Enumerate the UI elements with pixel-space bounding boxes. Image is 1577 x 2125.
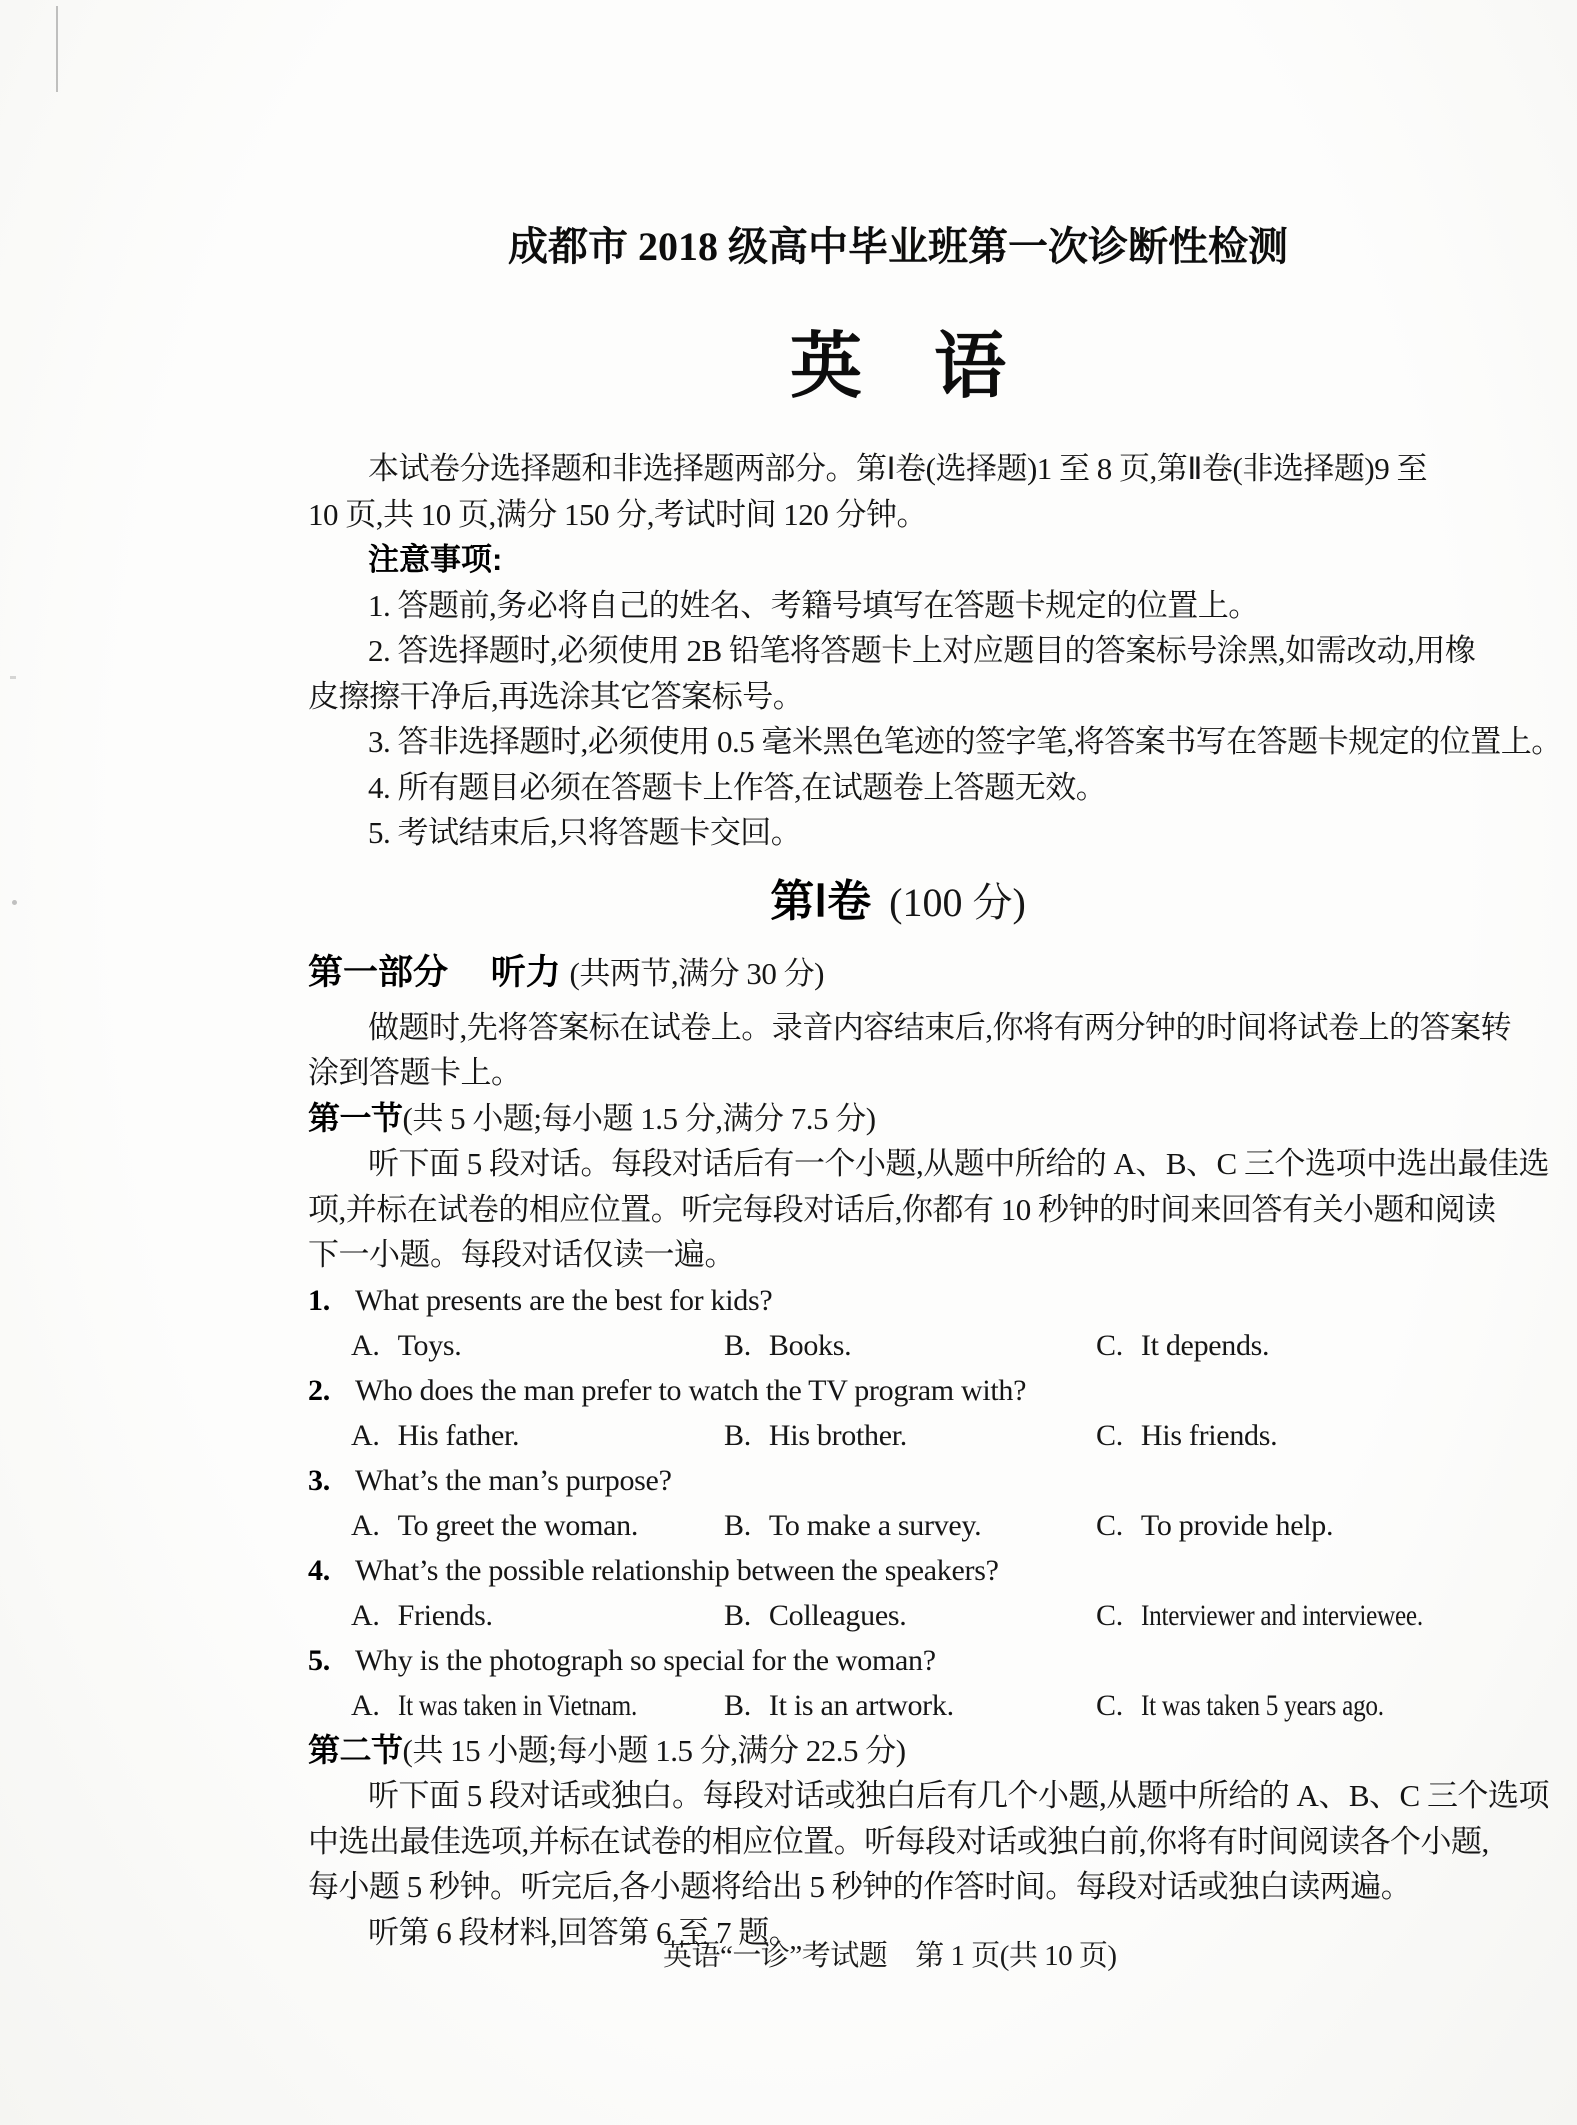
section2-intro-paragraph: 听下面 5 段对话或独白。每段对话或独白后有几个小题,从题中所给的 A、B、C 三个选项 中选出最佳选项,并标在试卷的相应位置。听每段对话或独白前,你将有时间阅读各个小题, 每小题 5 秒钟。听完后,各小题将给出 5 秒钟的作答时间。每段对话或独白读两遍。 <box>308 1778 1549 1904</box>
material-instruction-line: 听第 6 段材料,回答第 6 至 7 题。 <box>368 1914 800 1950</box>
question-text: Who does the man prefer to watch the TV program with? <box>355 1373 1027 1407</box>
footer-doc-name: 英语“一诊”考试题 <box>663 1940 888 1972</box>
option-text: Friends. <box>397 1598 493 1632</box>
volume-score: (100 分) <box>889 879 1026 925</box>
option-a <box>351 1413 724 1458</box>
page-content <box>308 222 1562 1955</box>
option-a <box>351 1323 724 1368</box>
section1-label: 第一节 <box>308 1099 403 1136</box>
option-b <box>724 1503 1096 1548</box>
option-letter: C. <box>1096 1688 1123 1722</box>
option-text: His brother. <box>768 1418 907 1452</box>
option-c <box>1096 1323 1488 1368</box>
question-block <box>308 1368 1488 1458</box>
scan-artifact-speck <box>10 676 16 679</box>
option-letter: C. <box>1096 1508 1123 1542</box>
option-text: To greet the woman. <box>397 1508 639 1542</box>
question-text: What’s the possible relationship between the speakers? <box>355 1553 999 1587</box>
question-number: 5. <box>308 1643 330 1677</box>
option-letter: C. <box>1096 1598 1123 1632</box>
option-text: Interviewer and interviewee. <box>1140 1598 1423 1632</box>
option-text: Toys. <box>397 1328 462 1362</box>
question-number: 4. <box>308 1553 330 1587</box>
section1-intro-paragraph: 听下面 5 段对话。每段对话后有一个小题,从题中所给的 A、B、C 三个选项中选出最佳选 项,并标在试卷的相应位置。听完每段对话后,你都有 10 秒钟的时间来回答有关小题和阅读 下一小题。每段对话仅读一遍。 <box>308 1146 1549 1272</box>
option-text: Colleagues. <box>768 1598 907 1632</box>
question-line <box>308 1278 1488 1323</box>
option-letter: A. <box>351 1688 380 1722</box>
option-c <box>1096 1413 1488 1458</box>
exam-intro-paragraph: 本试卷分选择题和非选择题两部分。第Ⅰ卷(选择题)1 至 8 页,第Ⅱ卷(非选择题)9 至 10 页,共 10 页,满分 150 分,考试时间 120 分钟。 <box>308 451 1427 532</box>
notice-item: 2. 答选择题时,必须使用 2B 铅笔将答题卡上对应题目的答案标号涂黑,如需改动,用橡 皮擦擦干净后,再选涂其它答案标号。 <box>308 633 1476 714</box>
option-text: It was taken in Vietnam. <box>397 1688 637 1722</box>
question-number: 1. <box>308 1283 330 1317</box>
option-text: His father. <box>397 1418 520 1452</box>
section1-heading <box>308 1096 1488 1142</box>
part1-heading <box>308 952 1488 995</box>
notice-item: 3. 答非选择题时,必须使用 0.5 毫米黑色笔迹的签字笔,将答案书写在答题卡规定的位置上。 <box>368 724 1562 759</box>
options-row <box>351 1593 1488 1638</box>
question-block <box>308 1638 1488 1728</box>
option-b <box>724 1413 1096 1458</box>
part1-label: 第一部分 <box>308 952 449 992</box>
question-block <box>308 1278 1488 1368</box>
option-letter: B. <box>724 1508 751 1542</box>
scan-artifact-dot <box>12 900 17 905</box>
part1-name: 听力 <box>490 952 561 992</box>
options-row <box>351 1413 1488 1458</box>
question-line <box>308 1458 1488 1503</box>
option-text: Books. <box>768 1328 852 1362</box>
subject-title: 英 语 <box>789 327 1006 407</box>
option-text: His friends. <box>1140 1418 1278 1452</box>
option-letter: B. <box>724 1688 751 1722</box>
option-letter: C. <box>1096 1418 1123 1452</box>
volume-label: 第Ⅰ卷 <box>770 876 872 926</box>
option-letter: A. <box>351 1328 380 1362</box>
options-row <box>351 1503 1488 1548</box>
footer-page-number: 第 1 页(共 10 页) <box>915 1940 1117 1972</box>
question-text: What’s the man’s purpose? <box>355 1463 672 1497</box>
notice-list <box>308 583 1562 856</box>
option-a <box>351 1593 724 1638</box>
notice-item: 4. 所有题目必须在答题卡上作答,在试题卷上答题无效。 <box>368 769 1107 805</box>
scan-artifact-line <box>56 6 58 92</box>
question-line <box>308 1368 1488 1413</box>
option-c <box>1096 1683 1488 1728</box>
section2-info: (共 15 小题;每小题 1.5 分,满分 22.5 分) <box>402 1732 906 1768</box>
option-b <box>724 1323 1096 1368</box>
part1-info: (共两节,满分 30 分) <box>569 955 824 991</box>
options-row <box>351 1683 1488 1728</box>
option-text: To make a survey. <box>768 1508 982 1542</box>
option-text: To provide help. <box>1140 1508 1334 1542</box>
section2-label: 第二节 <box>308 1731 403 1768</box>
option-c <box>1096 1503 1488 1548</box>
notice-heading: 注意事项: <box>368 542 503 577</box>
question-line <box>308 1638 1488 1683</box>
question-number: 2. <box>308 1373 330 1407</box>
question-text: Why is the photograph so special for the woman? <box>355 1643 936 1677</box>
option-letter: A. <box>351 1508 380 1542</box>
option-letter: A. <box>351 1598 380 1632</box>
option-letter: B. <box>724 1418 751 1452</box>
exam-title: 成都市 2018 级高中毕业班第一次诊断性检测 <box>508 224 1288 269</box>
option-letter: C. <box>1096 1328 1123 1362</box>
question-line <box>308 1548 1488 1593</box>
option-letter: B. <box>724 1328 751 1362</box>
question-block <box>308 1548 1488 1638</box>
option-b <box>724 1683 1096 1728</box>
volume-heading <box>308 876 1488 938</box>
section1-info: (共 5 小题;每小题 1.5 分,满分 7.5 分) <box>402 1100 876 1136</box>
section2-heading <box>308 1728 1488 1774</box>
options-row <box>351 1323 1488 1368</box>
part1-intro-paragraph: 做题时,先将答案标在试卷上。录音内容结束后,你将有两分钟的时间将试卷上的答案转 涂到答题卡上。 <box>308 1009 1511 1090</box>
question-text: What presents are the best for kids? <box>355 1283 773 1317</box>
question-block <box>308 1458 1488 1548</box>
option-a <box>351 1503 724 1548</box>
option-c <box>1096 1593 1488 1638</box>
option-a <box>351 1683 724 1728</box>
notice-item: 1. 答题前,务必将自己的姓名、考籍号填写在答题卡规定的位置上。 <box>368 587 1259 623</box>
page-footer <box>663 1936 1117 1976</box>
option-text: It is an artwork. <box>768 1688 954 1722</box>
notice-item: 5. 考试结束后,只将答题卡交回。 <box>368 815 802 850</box>
option-letter: A. <box>351 1418 380 1452</box>
option-b <box>724 1593 1096 1638</box>
question-list <box>308 1278 1488 1728</box>
question-number: 3. <box>308 1463 330 1497</box>
option-letter: B. <box>724 1598 751 1632</box>
option-text: It was taken 5 years ago. <box>1140 1688 1384 1722</box>
option-text: It depends. <box>1140 1328 1270 1362</box>
